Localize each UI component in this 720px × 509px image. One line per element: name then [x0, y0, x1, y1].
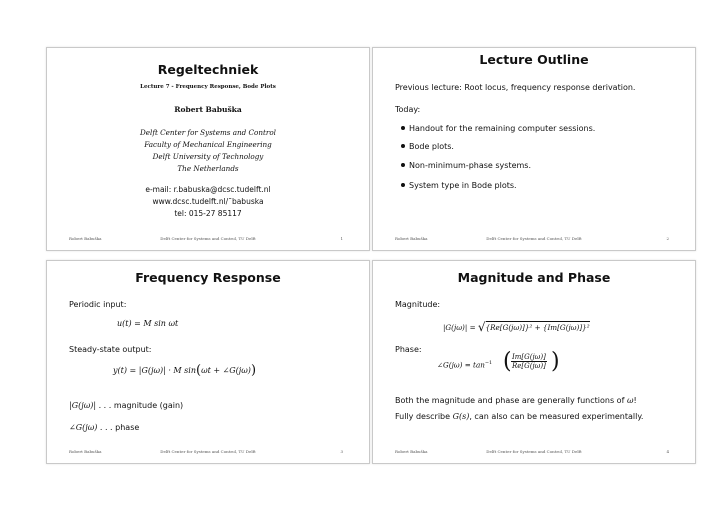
- bullet-text: Handout for the remaining computer sessions.: [409, 124, 596, 133]
- bullet-text: System type in Bode plots.: [409, 181, 517, 190]
- contact-website: www.dcsc.tudelft.nl/˜babuska: [152, 197, 264, 206]
- slide-title: Magnitude and Phase: [457, 270, 611, 285]
- phase-equation: [437, 360, 492, 369]
- phase-symbol: ∠G(jω) . . .: [69, 423, 113, 432]
- magnitude-equation-lhs: |G(jω)| =: [443, 323, 476, 332]
- footer-institution: Delft Center for Systems and Control, TU Delft: [160, 236, 256, 241]
- outline-bullet: [401, 181, 517, 190]
- steady-state-label: Steady-state output:: [69, 345, 152, 354]
- outline-bullet: [401, 124, 595, 133]
- output-equation-argument: ωt + ∠G(jω): [201, 366, 251, 375]
- paren-left: (: [195, 363, 202, 378]
- transfer-function-symbol: G(s): [452, 412, 470, 421]
- affiliation-line: Delft University of Technology: [152, 152, 264, 161]
- footer-page-number: 1: [340, 236, 343, 241]
- magnitude-symbol: |G(jω)| . . .: [69, 401, 112, 410]
- slide-3: [46, 260, 370, 464]
- magnitude-definition: [69, 401, 183, 410]
- footer-institution: Delft Center for Systems and Control, TU Delft: [160, 449, 256, 454]
- inverse-exponent: −1: [484, 360, 493, 366]
- periodic-input-label: Periodic input:: [69, 300, 127, 309]
- affiliation-line: Delft Center for Systems and Control: [140, 128, 276, 137]
- functions-note: [395, 396, 637, 405]
- magnitude-text: magnitude (gain): [113, 401, 184, 410]
- bullet-icon: [401, 126, 405, 130]
- bullet-icon: [401, 144, 405, 148]
- bullet-text: Bode plots.: [409, 142, 454, 151]
- phase-text: phase: [115, 423, 140, 432]
- footer-institution: Delft Center for Systems and Control, TU Delft: [486, 236, 582, 241]
- paren-right: ): [250, 363, 257, 378]
- slide-1: [46, 47, 370, 251]
- note-text: Both the magnitude and phase are generally functions of: [395, 396, 625, 405]
- magnitude-equation-radicand: {Re[G(jω)]}² + {Im[G(jω)]}²: [485, 323, 590, 332]
- slide-title: Regeltechniek: [157, 62, 259, 77]
- lecture-subtitle: Lecture 7 - Frequency Response, Bode Plots: [140, 84, 276, 90]
- input-equation: u(t) = M sin ωt: [117, 319, 179, 328]
- contact-email: e-mail: r.babuska@dcsc.tudelft.nl: [145, 185, 271, 194]
- magnitude-equation: [443, 319, 590, 333]
- bullet-text: Non-minimum-phase systems.: [409, 161, 532, 170]
- phase-equation-lhs: ∠G(jω) = tan: [437, 360, 485, 370]
- magnitude-label: Magnitude:: [395, 300, 441, 309]
- author-name: Robert Babuška: [174, 105, 242, 114]
- previous-lecture-text: Previous lecture: Root locus, frequency response derivation.: [395, 83, 636, 92]
- footer-page-number: 2: [666, 236, 669, 241]
- contact-phone: tel: 015-27 85117: [174, 209, 242, 218]
- slide-title: Lecture Outline: [479, 52, 589, 67]
- describe-note: [395, 412, 643, 421]
- footer-author: Robert Babuška: [395, 236, 428, 241]
- footer-author: Robert Babuška: [69, 449, 102, 454]
- fraction-numerator: Im[G(jω)]: [512, 353, 546, 361]
- bullet-icon: [401, 163, 405, 167]
- slide-4: [372, 260, 696, 464]
- footer-author: Robert Babuška: [69, 236, 102, 241]
- phase-fraction: [511, 353, 547, 370]
- footer-page-number: 3: [340, 449, 343, 454]
- paren-right: ): [551, 349, 560, 374]
- slide-title: Frequency Response: [135, 270, 281, 285]
- output-equation: [113, 362, 256, 377]
- footer-author: Robert Babuška: [395, 449, 428, 454]
- note-text: Fully describe: [395, 412, 451, 421]
- footer-page-number: 4: [666, 449, 669, 454]
- slide-footer: [373, 236, 695, 246]
- slide-footer: [47, 449, 369, 459]
- omega-symbol: ω: [626, 396, 634, 405]
- bullet-icon: [401, 183, 405, 187]
- today-label: Today:: [395, 105, 421, 114]
- slide-footer: [373, 449, 695, 459]
- slide-footer: [47, 236, 369, 246]
- slide-2: [372, 47, 696, 251]
- outline-bullet: [401, 142, 454, 151]
- output-equation-lhs: y(t) = |G(jω)| · M sin: [113, 366, 196, 375]
- phase-label: Phase:: [395, 345, 422, 354]
- sqrt-icon: √: [477, 320, 486, 334]
- note-punctuation: !: [633, 396, 637, 405]
- fraction-denominator: Re[G(jω)]: [512, 362, 546, 370]
- affiliation-line: Faculty of Mechanical Engineering: [144, 140, 272, 149]
- paren-left: (: [503, 349, 512, 374]
- phase-definition: [69, 423, 139, 432]
- note-text: , can also can be measured experimentally.: [469, 412, 644, 421]
- footer-institution: Delft Center for Systems and Control, TU Delft: [486, 449, 582, 454]
- outline-bullet: [401, 161, 531, 170]
- affiliation-line: The Netherlands: [177, 164, 239, 173]
